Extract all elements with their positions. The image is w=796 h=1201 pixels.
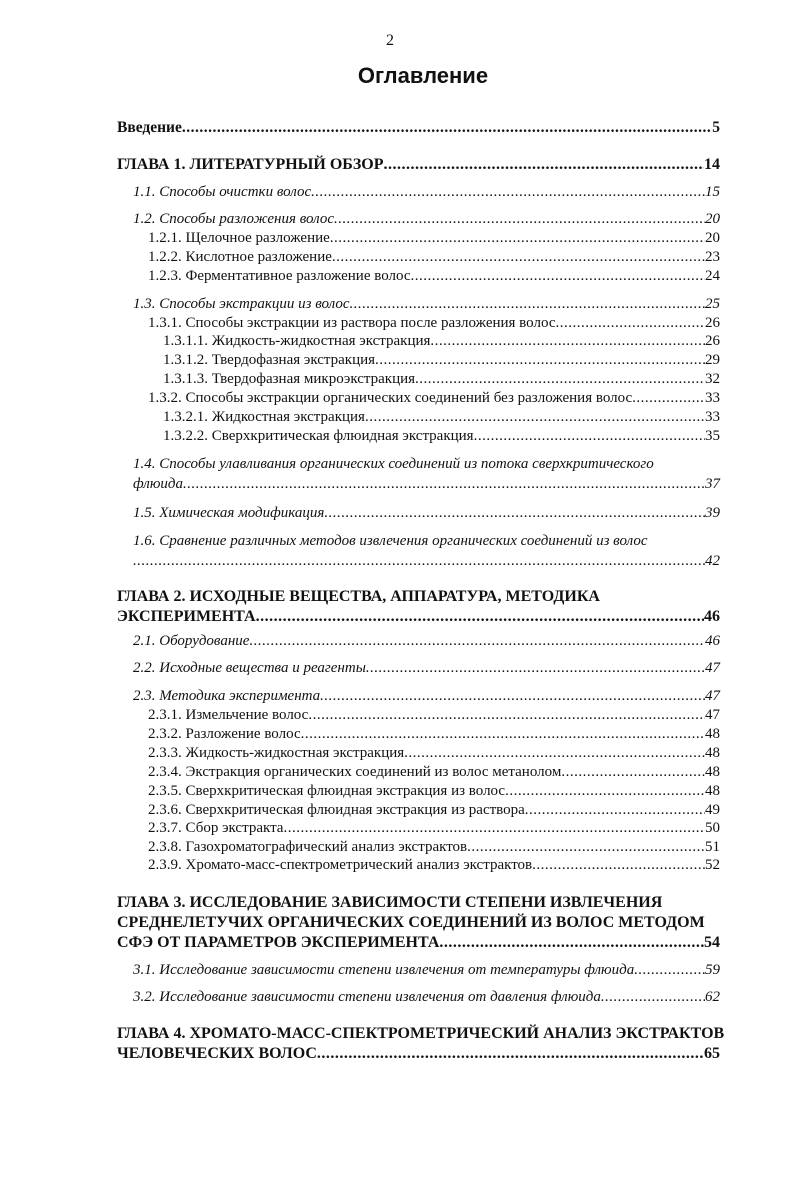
dot-leader [256, 607, 704, 627]
toc-entry[interactable] [117, 893, 720, 953]
toc-entry-title: 1.3. Способы экстракции из волос [133, 296, 350, 312]
dot-leader [467, 838, 705, 858]
toc-entry[interactable] [133, 504, 720, 524]
toc-entry[interactable] [148, 706, 720, 726]
toc-entry-title: 1.2. Способы разложения волос [133, 211, 335, 227]
toc-entry-title: 1.3.1.2. Твердофазная экстракция [163, 352, 376, 368]
toc-entry[interactable] [117, 1024, 725, 1064]
dot-leader [532, 856, 705, 876]
dot-leader [311, 183, 705, 203]
toc-entry-title: 3.1. Исследование зависимости степени извлечения от температуры флюида [133, 962, 635, 978]
dot-leader [634, 961, 705, 981]
toc-entry-title: 1.3.1.3. Твердофазная микроэкстракция [163, 371, 416, 387]
toc-entry-title: 2.3.3. Жидкость-жидкостная экстракция [148, 745, 405, 761]
toc-entry-page: 47 [705, 688, 720, 704]
dot-leader [561, 763, 705, 783]
toc-entry[interactable] [133, 632, 720, 652]
toc-entry[interactable] [163, 408, 720, 428]
toc-entry[interactable] [148, 229, 720, 249]
toc-entry-title: 2.3.8. Газохроматографический анализ экстрактов [148, 839, 468, 855]
toc-entry-title: 1.2.3. Ферментативное разложение волос [148, 268, 411, 284]
dot-leader [366, 659, 705, 679]
dot-leader [439, 933, 704, 953]
dot-leader [320, 687, 705, 707]
toc-entry-page: 25 [705, 296, 720, 312]
toc-entry[interactable] [163, 370, 720, 390]
toc-entry-page: 39 [705, 505, 720, 521]
toc-entry-title: 2.3.5. Сверхкритическая флюидная экстракция из волос [148, 783, 506, 799]
toc-entry[interactable] [133, 988, 720, 1008]
toc-entry-title: 2.3. Методика эксперимента [133, 688, 321, 704]
toc-entry-page: 33 [705, 390, 720, 406]
dot-leader [415, 370, 705, 390]
dot-leader [334, 210, 705, 230]
dot-leader [365, 408, 705, 428]
dot-leader [317, 1044, 704, 1064]
toc-entry[interactable] [133, 687, 720, 707]
dot-leader [474, 427, 705, 447]
toc-entry-title: ГЛАВА 3. ИССЛЕДОВАНИЕ ЗАВИСИМОСТИ СТЕПЕНИ ИЗВЛЕЧЕНИЯ [117, 894, 663, 911]
toc-entry-page: 26 [705, 333, 720, 349]
dot-leader [249, 632, 705, 652]
toc-entry-page: 23 [705, 249, 720, 265]
toc-entry-title: СФЭ ОТ ПАРАМЕТРОВ ЭКСПЕРИМЕНТА [117, 934, 440, 951]
toc-entry[interactable] [148, 389, 720, 409]
dot-leader [555, 314, 705, 334]
toc-entry-page: 26 [705, 315, 720, 331]
toc-entry-title: 2.3.9. Хромато-масс-спектрометрический анализ экстрактов [148, 857, 533, 873]
toc-entry-page: 62 [705, 989, 720, 1005]
toc-entry-page: 48 [705, 783, 720, 799]
toc-entry-title: 1.3.2. Способы экстракции органических соединений без разложения волос [148, 390, 633, 406]
toc-entry-page: 35 [705, 428, 720, 444]
toc-entry[interactable] [133, 532, 720, 571]
toc-entry-title: 1.6. Сравнение различных методов извлечения органических соединений из волос [133, 533, 648, 549]
dot-leader [301, 725, 705, 745]
toc-entry-page: 47 [705, 660, 720, 676]
dot-leader [324, 504, 705, 524]
toc-entry[interactable] [148, 763, 720, 783]
toc-entry-page: 15 [705, 184, 720, 200]
toc-entry-title: ЭКСПЕРИМЕНТА [117, 608, 256, 625]
toc-entry-title: 1.2.1. Щелочное разложение [148, 230, 330, 246]
toc-entry-page: 32 [705, 371, 720, 387]
toc-entry-title: 2.3.4. Экстракция органических соединений из волос метанолом [148, 764, 562, 780]
toc-entry-title: ГЛАВА 1. ЛИТЕРАТУРНЫЙ ОБЗОР [117, 156, 384, 173]
toc-entry-title: 1.3.2.1. Жидкостная экстракция [163, 409, 365, 425]
toc-entry[interactable] [163, 427, 720, 447]
dot-leader [350, 295, 705, 315]
toc-entry[interactable] [133, 455, 720, 494]
toc-entry-page: 37 [705, 475, 720, 492]
toc-entry-page: 24 [705, 268, 720, 284]
toc-entry[interactable] [163, 351, 720, 371]
toc-entry[interactable] [148, 744, 720, 764]
toc-entry-page: 46 [705, 633, 720, 649]
dot-leader [332, 248, 705, 268]
toc-entry-page: 42 [705, 552, 720, 569]
toc-entry[interactable] [117, 118, 720, 138]
toc-entry-page: 51 [705, 839, 720, 855]
toc-entry[interactable] [148, 725, 720, 745]
toc-entry-title: ЧЕЛОВЕЧЕСКИХ ВОЛОС [117, 1045, 317, 1062]
toc-entry-page: 54 [704, 934, 720, 951]
toc-entry-title: 2.3.2. Разложение волос [148, 726, 301, 742]
dot-leader [375, 351, 705, 371]
dot-leader [182, 118, 712, 138]
dot-leader [330, 229, 705, 249]
toc-entry-page: 33 [705, 409, 720, 425]
toc-entry[interactable] [148, 314, 720, 334]
toc-entry-title: 1.3.1. Способы экстракции из раствора после разложения волос [148, 315, 556, 331]
toc-entry[interactable] [163, 332, 720, 352]
toc-entry-title: 2.3.6. Сверхкритическая флюидная экстракция из раствора [148, 802, 525, 818]
toc-entry-page: 48 [705, 745, 720, 761]
dot-leader [384, 155, 704, 175]
toc-entry-page: 46 [704, 608, 720, 625]
toc-entry-page: 50 [705, 820, 720, 836]
toc-entry-title: 1.3.1.1. Жидкость-жидкостная экстракция [163, 333, 431, 349]
toc-entry-page: 59 [705, 962, 720, 978]
toc-entry-title: 1.4. Способы улавливания органических соединений из потока сверхкритического [133, 456, 654, 472]
toc-entry-title: 2.3.7. Сбор экстракта [148, 820, 284, 836]
toc-entry[interactable] [148, 248, 720, 268]
page-title: Оглавление [357, 63, 489, 88]
dot-leader [525, 801, 705, 821]
dot-leader [601, 988, 705, 1008]
toc-entry-title: 2.2. Исходные вещества и реагенты [133, 660, 366, 676]
toc-entry-page: 29 [705, 352, 720, 368]
toc-entry[interactable] [148, 819, 720, 839]
dot-leader [183, 475, 705, 495]
toc-entry[interactable] [133, 295, 720, 315]
toc-entry-title: 3.2. Исследование зависимости степени извлечения от давления флюида [133, 989, 601, 1005]
toc-entry[interactable] [117, 155, 720, 175]
toc-entry[interactable] [148, 267, 720, 287]
toc-entry-title: 1.3.2.2. Сверхкритическая флюидная экстракция [163, 428, 474, 444]
toc-entry[interactable] [117, 587, 720, 627]
toc-entry-title: СРЕДНЕЛЕТУЧИХ ОРГАНИЧЕСКИХ СОЕДИНЕНИЙ ИЗ ВОЛОС МЕТОДОМ [117, 914, 705, 931]
toc-entry[interactable] [148, 838, 720, 858]
toc-entry[interactable] [133, 183, 720, 203]
toc-entry-page: 49 [705, 802, 720, 818]
page-number: 2 [386, 32, 394, 49]
dot-leader [308, 706, 705, 726]
toc-entry-page: 65 [704, 1045, 720, 1062]
toc-entry-page: 14 [704, 156, 720, 173]
toc-entry-page: 48 [705, 764, 720, 780]
toc-entry-page: 47 [705, 707, 720, 723]
dot-leader [505, 782, 705, 802]
toc-entry-title: 2.1. Оборудование [133, 633, 250, 649]
toc-entry-title: ГЛАВА 4. ХРОМАТО-МАСС-СПЕКТРОМЕТРИЧЕСКИЙ АНАЛИЗ ЭКСТРАКТОВ [117, 1025, 725, 1042]
dot-leader [283, 819, 705, 839]
toc-entry[interactable] [148, 801, 720, 821]
dot-leader [133, 552, 705, 572]
toc-entry-page: 20 [705, 211, 720, 227]
toc-entry-page: 20 [705, 230, 720, 246]
toc-entry-page: 52 [705, 857, 720, 873]
toc-entry[interactable] [148, 782, 720, 802]
toc-entry-title: флюида [133, 475, 183, 492]
dot-leader [632, 389, 705, 409]
toc-entry-title: ГЛАВА 2. ИСХОДНЫЕ ВЕЩЕСТВА, АППАРАТУРА, МЕТОДИКА [117, 588, 600, 605]
toc-entry-title: Введение [117, 119, 182, 136]
dot-leader [430, 332, 705, 352]
dot-leader [411, 267, 705, 287]
toc-entry[interactable] [133, 210, 720, 230]
toc-entry[interactable] [133, 659, 720, 679]
toc-entry[interactable] [148, 856, 720, 876]
toc-entry-page: 5 [712, 119, 720, 136]
toc-entry-title: 1.5. Химическая модификация [133, 505, 325, 521]
toc-entry-title: 1.2.2. Кислотное разложение [148, 249, 332, 265]
dot-leader [404, 744, 705, 764]
toc-entry-title: 2.3.1. Измельчение волос [148, 707, 309, 723]
toc-entry-page: 48 [705, 726, 720, 742]
toc-entry-title: 1.1. Способы очистки волос [133, 184, 312, 200]
toc-entry[interactable] [133, 961, 720, 981]
